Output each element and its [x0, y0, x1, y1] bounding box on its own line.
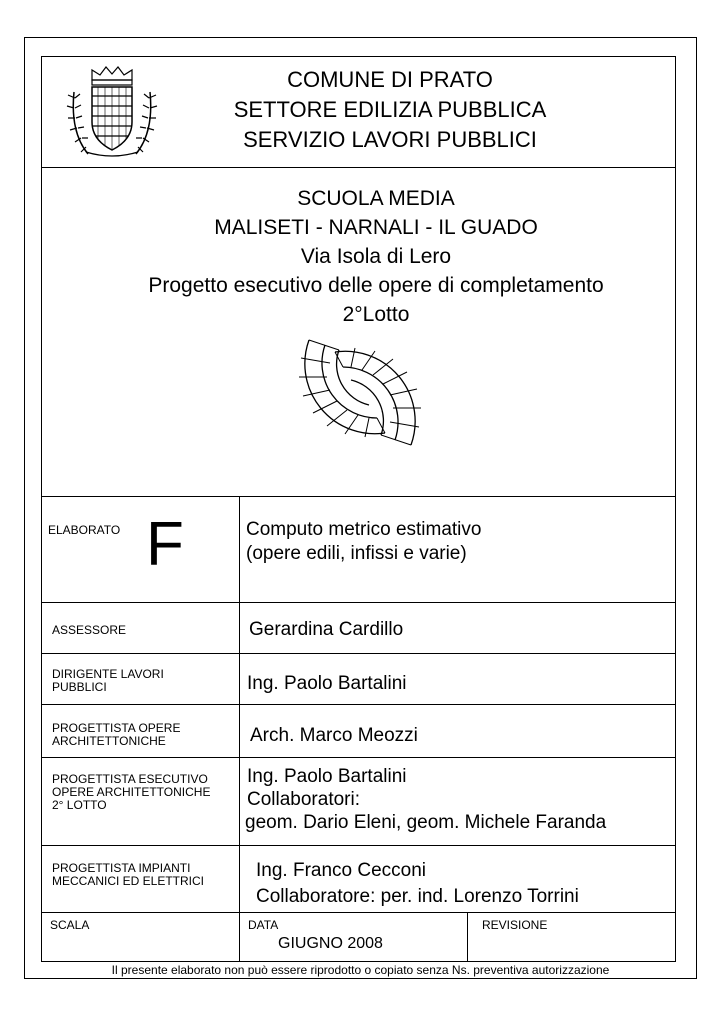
role-label-line: ASSESSORE — [52, 623, 127, 637]
divider-project — [41, 496, 676, 497]
project-line-lotto: 2°Lotto — [342, 303, 410, 326]
role-value-assessore — [249, 618, 403, 642]
divider-header — [41, 167, 676, 168]
role-label-line: OPERE ARCHITETTONICHE — [52, 785, 211, 799]
divider-role-1 — [41, 653, 676, 654]
header-line-servizio: SERVIZIO LAVORI PUBBLICI — [243, 127, 537, 152]
divider-elaborato — [41, 602, 676, 603]
divider-role-3 — [41, 757, 676, 758]
elaborato-label: ELABORATO — [48, 523, 121, 537]
role-value-progettista-opere — [250, 724, 418, 748]
role-value-line: geom. Dario Eleni, geom. Michele Faranda — [245, 812, 607, 833]
header-line-comune: COMUNE DI PRATO — [287, 67, 493, 92]
role-label-line: ARCHITETTONICHE — [52, 734, 166, 748]
divider-role-2 — [41, 704, 676, 705]
data-value: GIUGNO 2008 — [278, 935, 383, 952]
elaborato-title-line-1: Computo metrico estimativo — [246, 519, 482, 540]
role-label-line: DIRIGENTE LAVORI — [52, 667, 164, 681]
role-value-line: Collaboratori: — [247, 789, 360, 810]
elaborato-title — [246, 518, 481, 566]
role-value-dirigente — [247, 672, 407, 696]
role-label-line: PUBBLICI — [52, 680, 107, 694]
header-block — [170, 65, 610, 155]
data-label: DATA — [248, 918, 279, 932]
role-label-line: PROGETTISTA IMPIANTI — [52, 861, 191, 875]
role-value-line: Arch. Marco Meozzi — [250, 725, 418, 746]
role-label-progettista-opere — [52, 722, 180, 748]
footer-notice: Il presente elaborato non può essere riprodotto o copiato senza Ns. preventiva autorizzazione — [111, 963, 610, 977]
divider-role-4 — [41, 845, 676, 846]
role-value-line: Ing. Franco Cecconi — [256, 860, 427, 881]
role-label-line: MECCANICI ED ELETTRICI — [52, 874, 205, 888]
role-label-line: 2° LOTTO — [52, 798, 107, 812]
divider-role-5 — [41, 912, 676, 913]
role-value-progettista-impianti — [256, 858, 579, 910]
role-label-line: PROGETTISTA ESECUTIVO — [52, 772, 208, 786]
project-line-address: Via Isola di Lero — [300, 245, 452, 268]
project-line-school: SCUOLA MEDIA — [297, 187, 455, 210]
elaborato-letter: F — [146, 510, 184, 579]
scala-label: SCALA — [50, 918, 90, 932]
divider-label-column — [239, 496, 240, 962]
project-line-names: MALISETI - NARNALI - IL GUADO — [214, 216, 538, 239]
municipal-crest-icon — [62, 62, 162, 162]
role-label-dirigente — [52, 668, 164, 694]
role-value-line: Collaboratore: per. ind. Lorenzo Torrini — [256, 886, 579, 907]
role-label-line: PROGETTISTA OPERE — [52, 721, 181, 735]
role-label-progettista-impianti — [52, 862, 204, 888]
role-value-line: Gerardina Cardillo — [249, 619, 404, 640]
project-line-description: Progetto esecutivo delle opere di completamento — [148, 274, 604, 297]
role-label-assessore — [52, 624, 126, 637]
role-value-progettista-esecutivo — [245, 765, 606, 834]
divider-revisione — [467, 912, 468, 962]
revisione-label: REVISIONE — [482, 918, 548, 932]
header-line-settore: SETTORE EDILIZIA PUBBLICA — [233, 97, 547, 122]
role-value-line: Ing. Paolo Bartalini — [247, 766, 407, 787]
project-block — [41, 184, 711, 329]
curved-building-plan-icon — [285, 330, 435, 455]
role-value-line: Ing. Paolo Bartalini — [247, 673, 407, 694]
role-label-progettista-esecutivo — [52, 773, 210, 812]
elaborato-title-line-2: (opere edili, infissi e varie) — [246, 543, 467, 564]
